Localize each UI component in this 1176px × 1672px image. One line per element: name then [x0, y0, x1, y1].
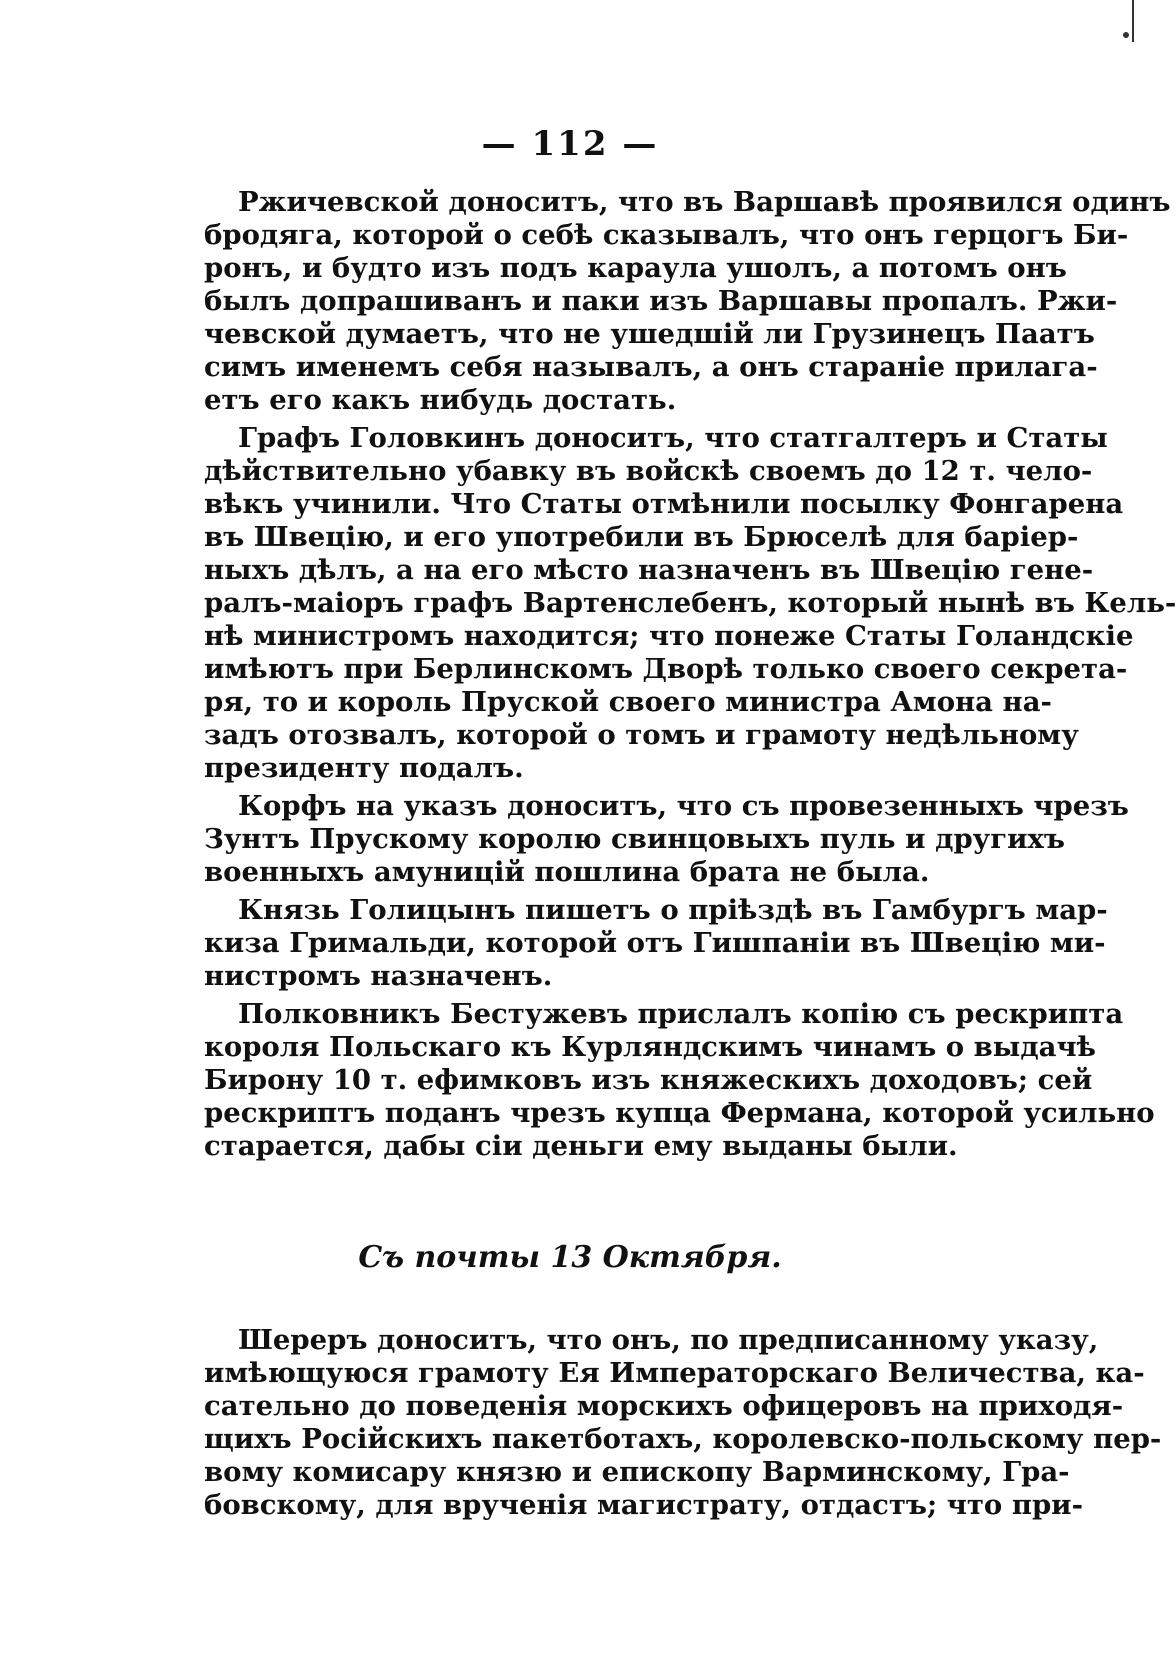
text-line: нистромъ назначенъ.	[204, 960, 553, 992]
text-line: чевской думаетъ, что не ушедшій ли Грузинецъ Паатъ	[204, 318, 1095, 350]
text-line: бовскому, для врученія магистрату, отдастъ; что при-	[204, 1489, 1083, 1521]
text-line: президенту подалъ.	[204, 752, 524, 784]
text-line: вѣкъ учинили. Что Статы отмѣнили посылку Фонгарена	[204, 488, 1124, 520]
text-line: ныхъ дѣлъ, а на его мѣсто назначенъ въ Швецію гене-	[204, 554, 1094, 586]
text-line: вому комисару князю и епископу Варминскому, Гра-	[204, 1456, 1070, 1488]
section-heading: Съ почты 13 Октября.	[358, 1240, 782, 1275]
text-line: ралъ-маіоръ графъ Вартенслебенъ, который нынѣ въ Кель-	[204, 587, 1176, 619]
text-line: старается, дабы сіи деньги ему выданы были.	[204, 1130, 958, 1162]
text-line: киза Гримальди, которой отъ Гишпаніи въ Швецію ми-	[204, 927, 1106, 959]
text-line: Зунтъ Прускому королю свинцовыхъ пуль и другихъ	[204, 823, 1066, 855]
text-line: былъ допрашиванъ и паки изъ Варшавы пропалъ. Ржи-	[204, 285, 1118, 317]
scan-edge-mark	[1132, 0, 1134, 42]
text-line: ронъ, и будто изъ подъ караула ушолъ, а потомъ онъ	[204, 252, 1067, 284]
text-line: короля Польскаго къ Курляндскимъ чинамъ о выдачѣ	[204, 1031, 1096, 1063]
text-line: Ржичевской доноситъ, что въ Варшавѣ проявился одинъ	[238, 186, 1171, 218]
text-line: щихъ Російскихъ пакетботахъ, королевско-польскому пер-	[204, 1423, 1162, 1455]
text-line: Бирону 10 т. ефимковъ изъ княжескихъ доходовъ; сей	[204, 1064, 1093, 1096]
text-line: ря, то и король Пруской своего министра Амона на-	[204, 686, 1052, 718]
text-line: Полковникъ Бестужевъ прислалъ копію съ рескрипта	[238, 998, 1124, 1030]
text-line: дѣйствительно убавку въ войскѣ своемъ до 12 т. чело-	[204, 455, 1093, 487]
text-line: Шереръ доноситъ, что онъ, по предписанному указу,	[238, 1324, 1099, 1356]
scan-speck	[1123, 32, 1129, 38]
text-line: сательно до поведенія морскихъ офицеровъ на приходя-	[204, 1390, 1124, 1422]
text-line: рескриптъ поданъ чрезъ купца Фермана, которой усильно	[204, 1097, 1155, 1129]
text-line: задъ отозвалъ, которой о томъ и грамоту недѣльному	[204, 719, 1079, 751]
text-line: Князь Голицынъ пишетъ о пріѣздѣ въ Гамбургъ мар-	[238, 894, 1108, 926]
text-line: етъ его какъ нибудь достать.	[204, 384, 677, 416]
text-line: Корфъ на указъ доноситъ, что съ провезенныхъ чрезъ	[238, 790, 1129, 822]
text-line: имѣющуюся грамоту Ея Императорскаго Величества, ка-	[204, 1357, 1145, 1389]
text-line: бродяга, которой о себѣ сказывалъ, что онъ герцогъ Би-	[204, 219, 1129, 251]
text-line: военныхъ амуницій пошлина брата не была.	[204, 856, 930, 888]
text-line: имѣютъ при Берлинскомъ Дворѣ только своего секрета-	[204, 653, 1128, 685]
text-line: симъ именемъ себя называлъ, а онъ стараніе прилага-	[204, 351, 1098, 383]
page-number: — 112 —	[481, 124, 659, 164]
text-line: въ Швецію, и его употребили въ Брюселѣ для баріер-	[204, 521, 1079, 553]
text-line: нѣ министромъ находится; что понеже Статы Голандскіе	[204, 620, 1134, 652]
text-line: Графъ Головкинъ доноситъ, что статгалтеръ и Статы	[238, 422, 1108, 454]
